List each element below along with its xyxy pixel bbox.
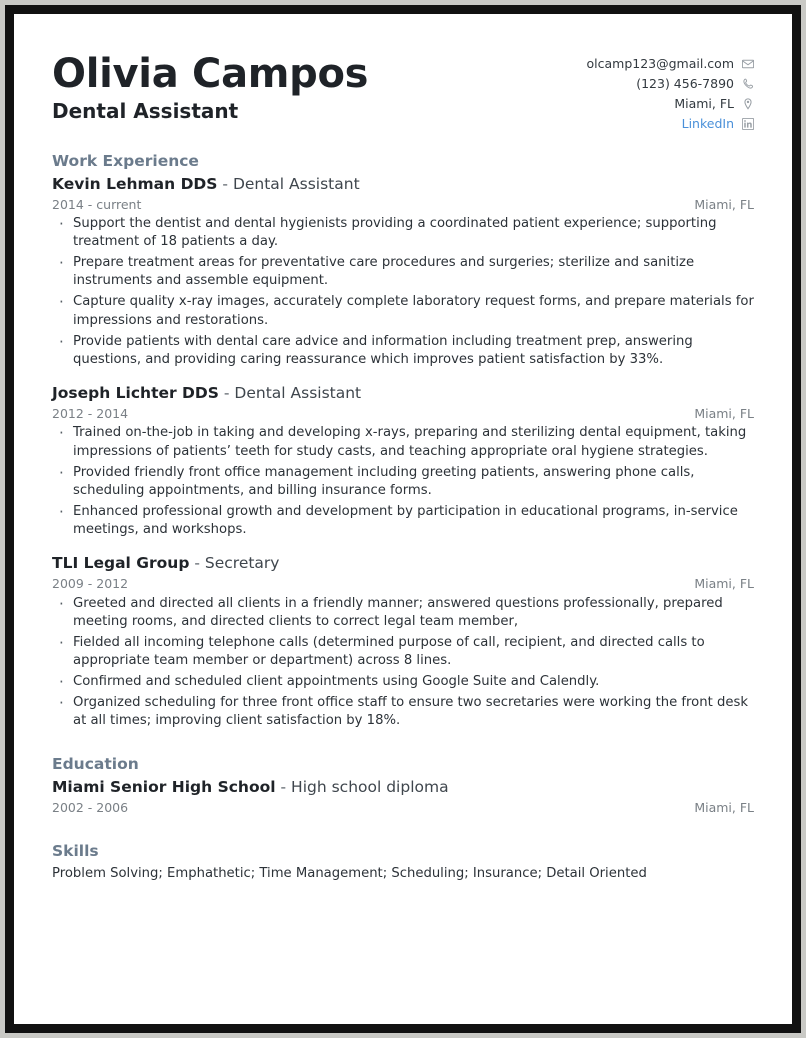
entry-role: Secretary (204, 553, 280, 572)
bullet-item: · Capture quality x-ray images, accurately complete laboratory request forms, and prepare materials for impressions and restorations. (52, 293, 754, 329)
experience-entry (52, 554, 754, 730)
page-title: Olivia Campos (52, 51, 369, 97)
experience-entry (52, 384, 754, 539)
contact-row-email (586, 56, 754, 73)
email-text: olcamp123@gmail.com (586, 56, 734, 71)
entry-dates: 2014 - current (52, 196, 142, 212)
linkedin-link[interactable]: LinkedIn (681, 115, 734, 131)
section-skills (52, 843, 754, 884)
entry-heading (52, 384, 754, 403)
entry-location: Miami, FL (694, 196, 754, 212)
location-text: Miami, FL (674, 95, 734, 111)
bullet-item: · Greeted and directed all clients in a friendly manner; answered questions professionally, prepared meeting rooms, and directed clients to correct legal team member, (52, 595, 754, 631)
section-heading-education: Education (52, 755, 139, 774)
entry-heading (52, 778, 754, 797)
entry-meta (52, 576, 754, 592)
resume-header (52, 50, 754, 133)
header-job-title: Dental Assistant (52, 99, 239, 123)
resume-page (14, 14, 792, 1024)
bullet-item: · Fielded all incoming telephone calls (determined purpose of call, recipient, and directed calls to appropriate team member or department) across 8 lines. (52, 634, 754, 670)
entry-location: Miami, FL (694, 576, 754, 592)
contact-row-location (674, 96, 754, 113)
contact-row-phone (636, 76, 754, 93)
section-work-experience (52, 153, 754, 731)
experience-entry (52, 175, 754, 369)
entry-separator: - (223, 383, 230, 402)
entry-heading (52, 554, 754, 573)
entry-role: Dental Assistant (232, 174, 360, 193)
entry-dates: 2009 - 2012 (52, 576, 129, 592)
entry-separator: - (194, 553, 200, 572)
entry-bullets (52, 595, 754, 731)
entry-degree: High school diploma (291, 778, 449, 797)
section-education (52, 756, 754, 817)
entry-dates: 2012 - 2014 (52, 406, 129, 422)
section-heading-skills: Skills (52, 841, 99, 860)
bullet-item: · Support the dentist and dental hygienists providing a coordinated patient experience; supporting treatment of 18 patients a day. (52, 215, 754, 251)
name-block (52, 50, 368, 121)
bullet-item: · Trained on-the-job in taking and developing x-rays, preparing and sterilizing dental equipment, taking impressions of patients’ teeth for study casts, and teaching appropriate oral hygiene strategies. (52, 424, 754, 460)
phone-text: (123) 456-7890 (636, 75, 734, 91)
entry-organization: TLI Legal Group (52, 553, 190, 572)
map-pin-icon (742, 98, 754, 110)
bullet-item: · Organized scheduling for three front office staff to ensure two secretaries were working the front desk at all times; improving client satisfaction by 18%. (52, 694, 754, 730)
contact-row-linkedin[interactable] (682, 116, 754, 133)
entry-separator: - (280, 778, 287, 797)
education-entry (52, 778, 754, 817)
linkedin-icon[interactable] (742, 118, 754, 130)
entry-organization: Kevin Lehman DDS (52, 174, 218, 193)
bullet-item: · Confirmed and scheduled client appointments using Google Suite and Calendly. (52, 673, 754, 691)
entry-separator: - (222, 174, 228, 193)
entry-organization: Joseph Lichter DDS (52, 383, 219, 402)
bullet-item: · Provide patients with dental care advice and information including treatment prep, answering questions, and providing caring reassurance which improves patient satisfaction by 33%. (52, 333, 754, 369)
entry-bullets (52, 215, 754, 369)
entry-role: Dental Assistant (234, 383, 362, 402)
envelope-icon (742, 58, 754, 70)
phone-icon (742, 78, 754, 90)
bullet-item: · Enhanced professional growth and development by participation in educational programs, in-service meetings, and workshops. (52, 503, 754, 539)
skills-list: Problem Solving; Emphathetic; Time Management; Scheduling; Insurance; Detail Oriented (52, 865, 647, 881)
entry-meta (52, 800, 754, 816)
contact-block (586, 50, 754, 133)
section-heading-work-experience: Work Experience (52, 151, 199, 170)
entry-location: Miami, FL (694, 406, 754, 422)
entry-heading (52, 175, 754, 194)
entry-dates: 2002 - 2006 (52, 800, 129, 816)
bullet-item: · Provided friendly front office management including greeting patients, answering phone calls, scheduling appointments, and billing insurance forms. (52, 464, 754, 500)
entry-location: Miami, FL (694, 800, 754, 816)
entry-organization: Miami Senior High School (52, 778, 276, 797)
document-frame (5, 5, 801, 1033)
entry-bullets (52, 424, 754, 538)
entry-meta (52, 406, 754, 422)
entry-meta (52, 197, 754, 213)
bullet-item: · Prepare treatment areas for preventative care procedures and surgeries; sterilize and sanitize instruments and assemble equipment. (52, 254, 754, 290)
